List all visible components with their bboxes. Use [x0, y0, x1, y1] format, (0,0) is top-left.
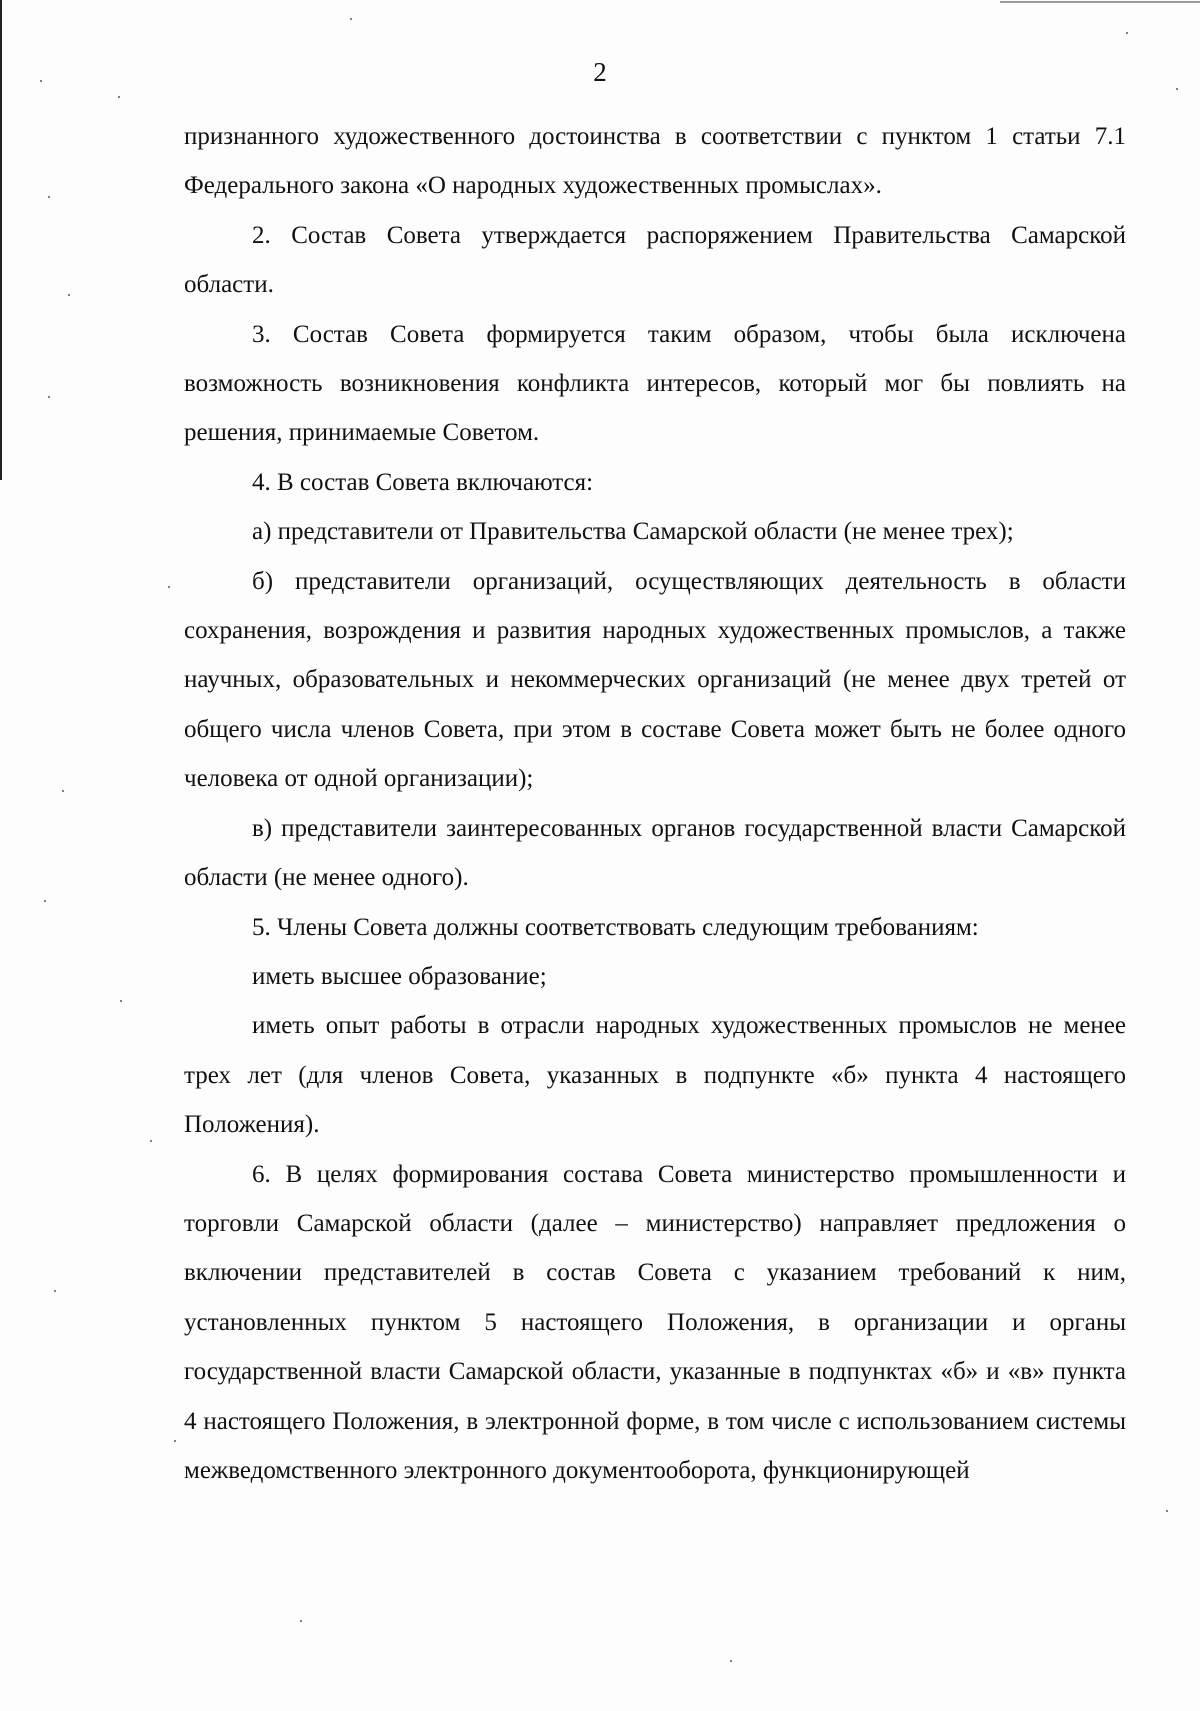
paragraph-requirement-1: иметь высшее образование;	[252, 962, 547, 990]
scan-speck	[40, 80, 42, 82]
paragraph-continuation: признанного художественного достоинства в соответствии с пунктом 1 статьи 7.1 Федерального закона «О народных художественных промыслах».	[184, 123, 1126, 200]
scan-speck	[1126, 32, 1128, 34]
scan-speck	[168, 586, 170, 588]
scan-speck	[120, 1000, 122, 1002]
paragraph-subitem-b: б) представители организаций, осуществляющих деятельность в области сохранения, возрождения и развития народных художественных промыслов, а также научных, образовательных и некоммерческих организаций (не менее двух третей от общего числа членов Совета, при этом в составе Совета может быть не более одного человека от одной организации);	[184, 567, 1126, 793]
scan-speck	[44, 900, 46, 902]
scan-speck	[48, 396, 50, 398]
scan-speck	[48, 196, 50, 198]
scan-speck	[62, 790, 64, 792]
paragraph-item-2: 2. Состав Совета утверждается распоряжением Правительства Самарской области.	[184, 221, 1126, 299]
scan-speck	[68, 294, 70, 296]
document-body	[184, 112, 1126, 1495]
scan-speck	[118, 96, 120, 98]
paragraph-requirement-2: иметь опыт работы в отрасли народных художественных промыслов не менее трех лет (для членов Совета, указанных в подпункте «б» пункта 4 настоящего Положения).	[184, 1012, 1126, 1139]
paragraph-item-4: 4. В состав Совета включаются:	[252, 468, 594, 496]
paragraph-subitem-v: в) представители заинтересованных органов государственной власти Самарской области (не менее одного).	[184, 814, 1126, 892]
scan-speck	[1166, 1510, 1168, 1512]
scan-speck	[174, 1440, 176, 1442]
paragraph-item-5: 5. Члены Совета должны соответствовать следующим требованиям:	[252, 913, 979, 941]
paragraph-item-3: 3. Состав Совета формируется таким образом, чтобы была исключена возможность возникновения конфликта интересов, который мог бы повлиять на решения, принимаемые Советом.	[184, 320, 1126, 447]
scan-speck	[54, 1290, 56, 1292]
scan-speck	[300, 1620, 302, 1622]
paragraph-subitem-a: а) представители от Правительства Самарской области (не менее трех);	[252, 518, 1014, 546]
scan-speck	[730, 1660, 732, 1662]
scan-top-line	[1000, 1, 1200, 3]
page-number: 2	[593, 57, 607, 87]
scan-speck	[1176, 88, 1178, 90]
paragraph-item-6: 6. В целях формирования состава Совета министерство промышленности и торговли Самарской области (далее – министерство) направляет предложения о включении представителей в состав Совета с указанием требований к ним, установленных пунктом 5 настоящего Положения, в организации и органы государственной власти Самарской области, указанные в подпунктах «б» и «в» пункта 4 настоящего Положения, в электронной форме, в том числе с использованием системы межведомственного электронного документооборота, функционирующей	[184, 1160, 1126, 1484]
scan-speck	[150, 1140, 152, 1142]
scan-speck	[350, 18, 352, 20]
